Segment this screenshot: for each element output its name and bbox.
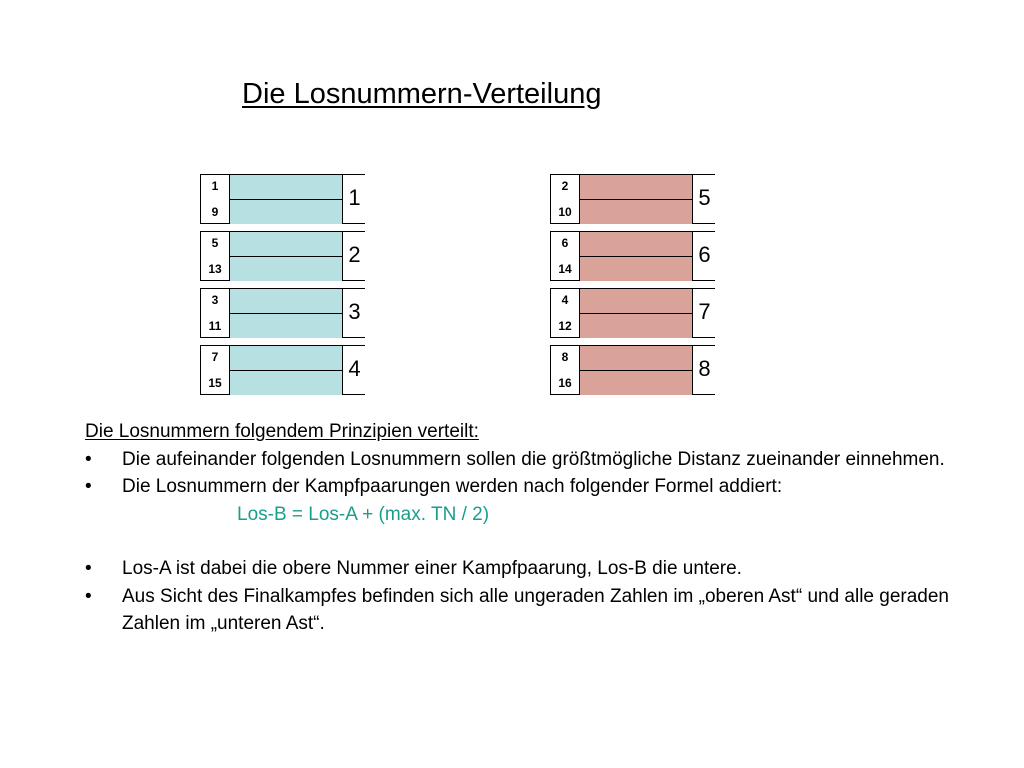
lot-number-column: [551, 346, 580, 394]
bullet-dot: •: [85, 558, 92, 579]
lot-number-column: [201, 289, 230, 337]
slot-divider: [580, 256, 692, 257]
competitor-slot-bottom: [580, 371, 692, 395]
lot-number-bottom: 10: [558, 205, 572, 219]
lot-number-top: 2: [561, 179, 569, 193]
explanation-text: [85, 418, 965, 638]
pairing-box: [200, 174, 365, 224]
pairing-index-label: 6: [698, 242, 711, 267]
competitor-slot-top: [580, 289, 692, 314]
lot-number-top: 6: [561, 236, 569, 250]
pairing-index-label: 5: [698, 185, 711, 210]
bullet-los-a: [85, 555, 965, 583]
competitor-slot-top: [230, 232, 342, 257]
slot-divider: [230, 370, 342, 371]
pairing-index: [692, 346, 716, 394]
lot-number-bottom: 14: [558, 262, 572, 276]
bullet-text: Aus Sicht des Finalkampfes befinden sich alle ungeraden Zahlen im „oberen Ast“ und alle geraden Zahlen im „unteren Ast“.: [122, 585, 950, 634]
bullet-final: [85, 583, 965, 638]
bullet-text: Die aufeinander folgenden Losnummern sollen die größtmögliche Distanz zueinander einnehmen.: [122, 448, 945, 470]
lot-number-bottom: 15: [208, 376, 222, 390]
pairing-index-label: 2: [348, 242, 361, 267]
lot-number-bottom: 13: [208, 262, 222, 276]
pairing-box: [550, 288, 715, 338]
lot-number-column: [201, 346, 230, 394]
pairing-box: [550, 345, 715, 395]
competitor-slot-bottom: [580, 257, 692, 281]
bullet-text: Die Losnummern der Kampfpaarungen werden nach folgender Formel addiert:: [122, 476, 783, 497]
competitor-slot-bottom: [580, 200, 692, 224]
pairing-box: [550, 231, 715, 281]
lot-number-bottom: 16: [558, 376, 572, 390]
competitor-slot-bottom: [230, 314, 342, 338]
slot-divider: [580, 199, 692, 200]
competitor-slot-bottom: [230, 371, 342, 395]
competitor-slot-top: [580, 346, 692, 371]
slot-divider: [230, 313, 342, 314]
pairing-index: [692, 289, 716, 337]
competitor-slot-top: [580, 175, 692, 200]
competitor-slot-bottom: [230, 257, 342, 281]
lot-number-top: 7: [211, 350, 219, 364]
bullet-distance: [85, 446, 965, 474]
pairing-box: [200, 231, 365, 281]
bullet-dot: •: [85, 585, 92, 607]
lot-number-column: [201, 232, 230, 280]
pairing-index-label: 3: [348, 299, 361, 324]
pairing-index: [342, 289, 366, 337]
lot-number-top: 5: [211, 236, 219, 250]
competitor-slot-top: [230, 346, 342, 371]
pairing-index-label: 4: [348, 356, 361, 381]
lot-number-column: [201, 175, 230, 223]
intro-text: Die Losnummern folgendem Prinzipien verteilt:: [85, 421, 479, 442]
lot-number-bottom: 11: [208, 319, 222, 333]
pairing-index-label: 8: [698, 356, 711, 381]
lot-number-top: 4: [561, 293, 569, 307]
pairing-index-label: 7: [698, 299, 711, 324]
pairing-index: [342, 232, 366, 280]
lot-number-bottom: 12: [558, 319, 572, 333]
slot-divider: [580, 370, 692, 371]
bullet-dot: •: [85, 448, 92, 470]
competitor-slot-bottom: [230, 200, 342, 224]
pairing-box: [200, 345, 365, 395]
pairing-index: [342, 346, 366, 394]
formula-text: Los-B = Los-A + (max. TN / 2): [237, 503, 490, 525]
pairing-box: [550, 174, 715, 224]
lot-number-bottom: 9: [211, 205, 219, 219]
pairing-index: [692, 175, 716, 223]
lot-number-top: 8: [561, 350, 569, 364]
competitor-slot-top: [230, 175, 342, 200]
pairing-index: [692, 232, 716, 280]
bullet-formula: [85, 473, 965, 501]
pairing-index: [342, 175, 366, 223]
slide-title: Die Losnummern-Verteilung: [242, 78, 602, 110]
slot-divider: [580, 313, 692, 314]
pairing-box: [200, 288, 365, 338]
lot-number-top: 1: [211, 179, 219, 193]
competitor-slot-top: [230, 289, 342, 314]
competitor-slot-top: [580, 232, 692, 257]
competitor-slot-bottom: [580, 314, 692, 338]
lot-number-top: 3: [211, 293, 219, 307]
slot-divider: [230, 199, 342, 200]
pairing-index-label: 1: [348, 185, 361, 210]
bullet-dot: •: [85, 476, 92, 497]
lot-number-column: [551, 289, 580, 337]
slot-divider: [230, 256, 342, 257]
lot-number-column: [551, 175, 580, 223]
lot-number-column: [551, 232, 580, 280]
bullet-text: Los-A ist dabei die obere Nummer einer Kampfpaarung, Los-B die untere.: [122, 558, 742, 579]
